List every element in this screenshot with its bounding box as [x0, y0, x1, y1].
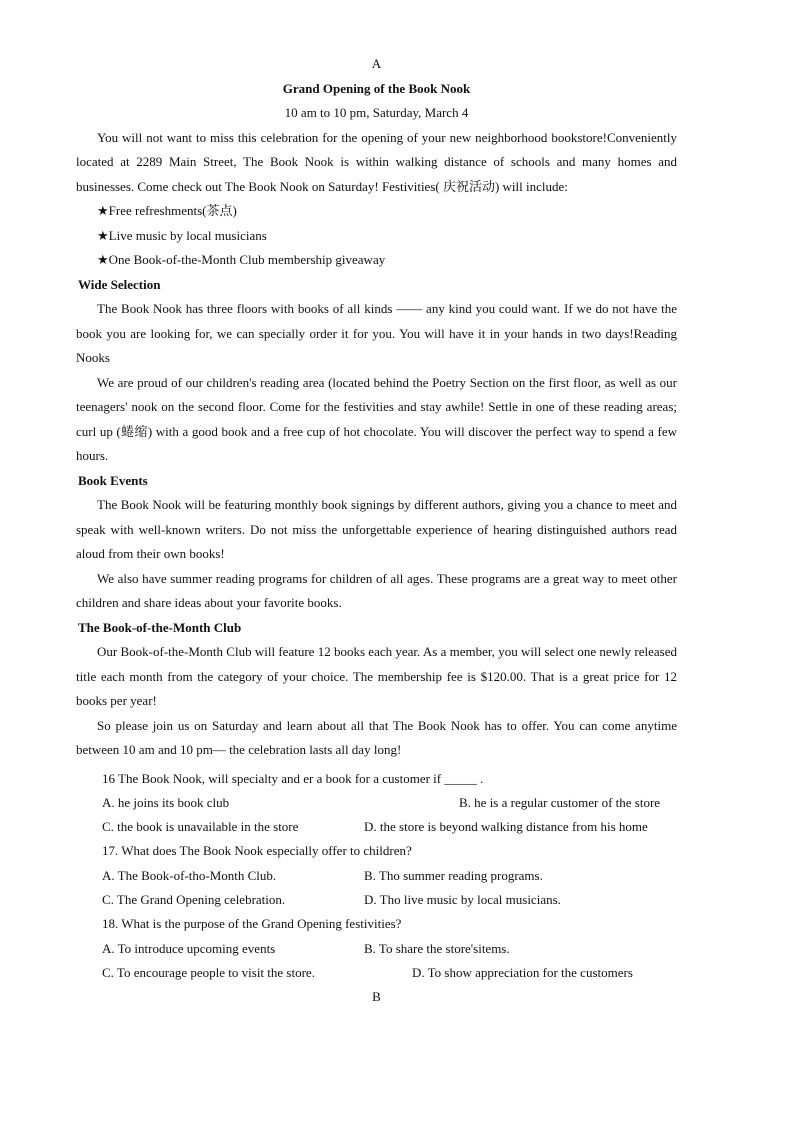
- option-b: B. he is a regular customer of the store: [459, 794, 661, 810]
- option-a: A. To introduce upcoming events: [102, 940, 276, 956]
- page-title: Grand Opening of the Book Nook: [282, 80, 471, 96]
- wide-selection-paragraph: The Book Nook has three floors with books of all kinds —— any kind you could want. If we do not have the book you are looking for, we can specially order it for you. You will have it in your hands in two days!Reading Nooks: [76, 301, 677, 365]
- option-c: C. the book is unavailable in the store: [102, 819, 299, 835]
- book-events-paragraph: The Book Nook will be featuring monthly book signings by different authors, giving you a chance to meet and speak with well-known writers. Do not miss the unforgettable experience of hearing distinguished authors read aloud from their own books!: [76, 497, 677, 561]
- question-16: [76, 767, 677, 840]
- wide-selection-heading: Wide Selection: [78, 276, 161, 292]
- option-d: D. To show appreciation for the customers: [412, 964, 633, 980]
- option-row: [76, 937, 677, 961]
- book-events-heading: Book Events: [78, 472, 148, 488]
- question-stem: 16 The Book Nook, will specialty and er a book for a customer if _____ .: [102, 770, 484, 786]
- next-section-letter: B: [372, 989, 381, 1005]
- event-time: 10 am to 10 pm, Saturday, March 4: [284, 105, 469, 120]
- option-row: [76, 961, 677, 985]
- option-row: [76, 888, 677, 912]
- festivity-item: ★Free refreshments(茶点): [97, 203, 237, 218]
- option-d: D. Tho live music by local musicians.: [364, 891, 561, 907]
- question-stem: 17. What does The Book Nook especially offer to children?: [102, 843, 412, 859]
- club-paragraph: Our Book-of-the-Month Club will feature 12 books each year. As a member, you will select one newly released title each month from the category of your choice. The membership fee is $120.00. That is a great price for 12 books per year!: [76, 644, 677, 708]
- option-b: B. Tho summer reading programs.: [364, 867, 543, 883]
- question-18: [76, 912, 677, 985]
- section-letter: A: [371, 56, 382, 71]
- option-d: D. the store is beyond walking distance from his home: [364, 819, 648, 835]
- question-17: [76, 839, 677, 912]
- option-a: A. The Book-of-tho-Month Club.: [102, 867, 277, 883]
- festivity-item: ★Live music by local musicians: [97, 227, 267, 243]
- festivities-list: [76, 199, 677, 273]
- closing-paragraph: So please join us on Saturday and learn about all that The Book Nook has to offer. You can come anytime between 10 am and 10 pm— the celebration lasts all day long!: [76, 717, 677, 757]
- option-b: B. To share the store'sitems.: [364, 940, 510, 956]
- document-page: [76, 52, 677, 1010]
- option-row: [76, 815, 677, 839]
- question-stem: 18. What is the purpose of the Grand Opening festivities?: [102, 916, 402, 932]
- intro-paragraph: You will not want to miss this celebration for the opening of your new neighborhood bookstore!Conveniently located at 2289 Main Street, The Book Nook is within walking distance of schools and many homes and businesses. Come check out The Book Nook on Saturday! Festivities( 庆祝活动) will include:: [76, 129, 677, 194]
- summer-programs-paragraph: We also have summer reading programs for children of all ages. These programs are a great way to meet other children and share ideas about your favorite books.: [76, 570, 677, 610]
- festivity-item: ★One Book-of-the-Month Club membership giveaway: [97, 252, 386, 267]
- option-c: C. To encourage people to visit the store.: [102, 964, 315, 980]
- club-heading: The Book-of-the-Month Club: [78, 619, 242, 635]
- option-c: C. The Grand Opening celebration.: [102, 891, 286, 907]
- option-row: [76, 791, 677, 815]
- option-row: [76, 864, 677, 888]
- option-a: A. he joins its book club: [102, 794, 230, 810]
- reading-nooks-paragraph: We are proud of our children's reading area (located behind the Poetry Section on the first floor, as well as our teenagers' nook on the second floor. Come for the festivities and stay awhile! Settle in one of these reading areas; curl up (蜷缩) with a good book and a free cup of hot chocolate. You will discover the perfect way to spend a few hours.: [76, 374, 677, 463]
